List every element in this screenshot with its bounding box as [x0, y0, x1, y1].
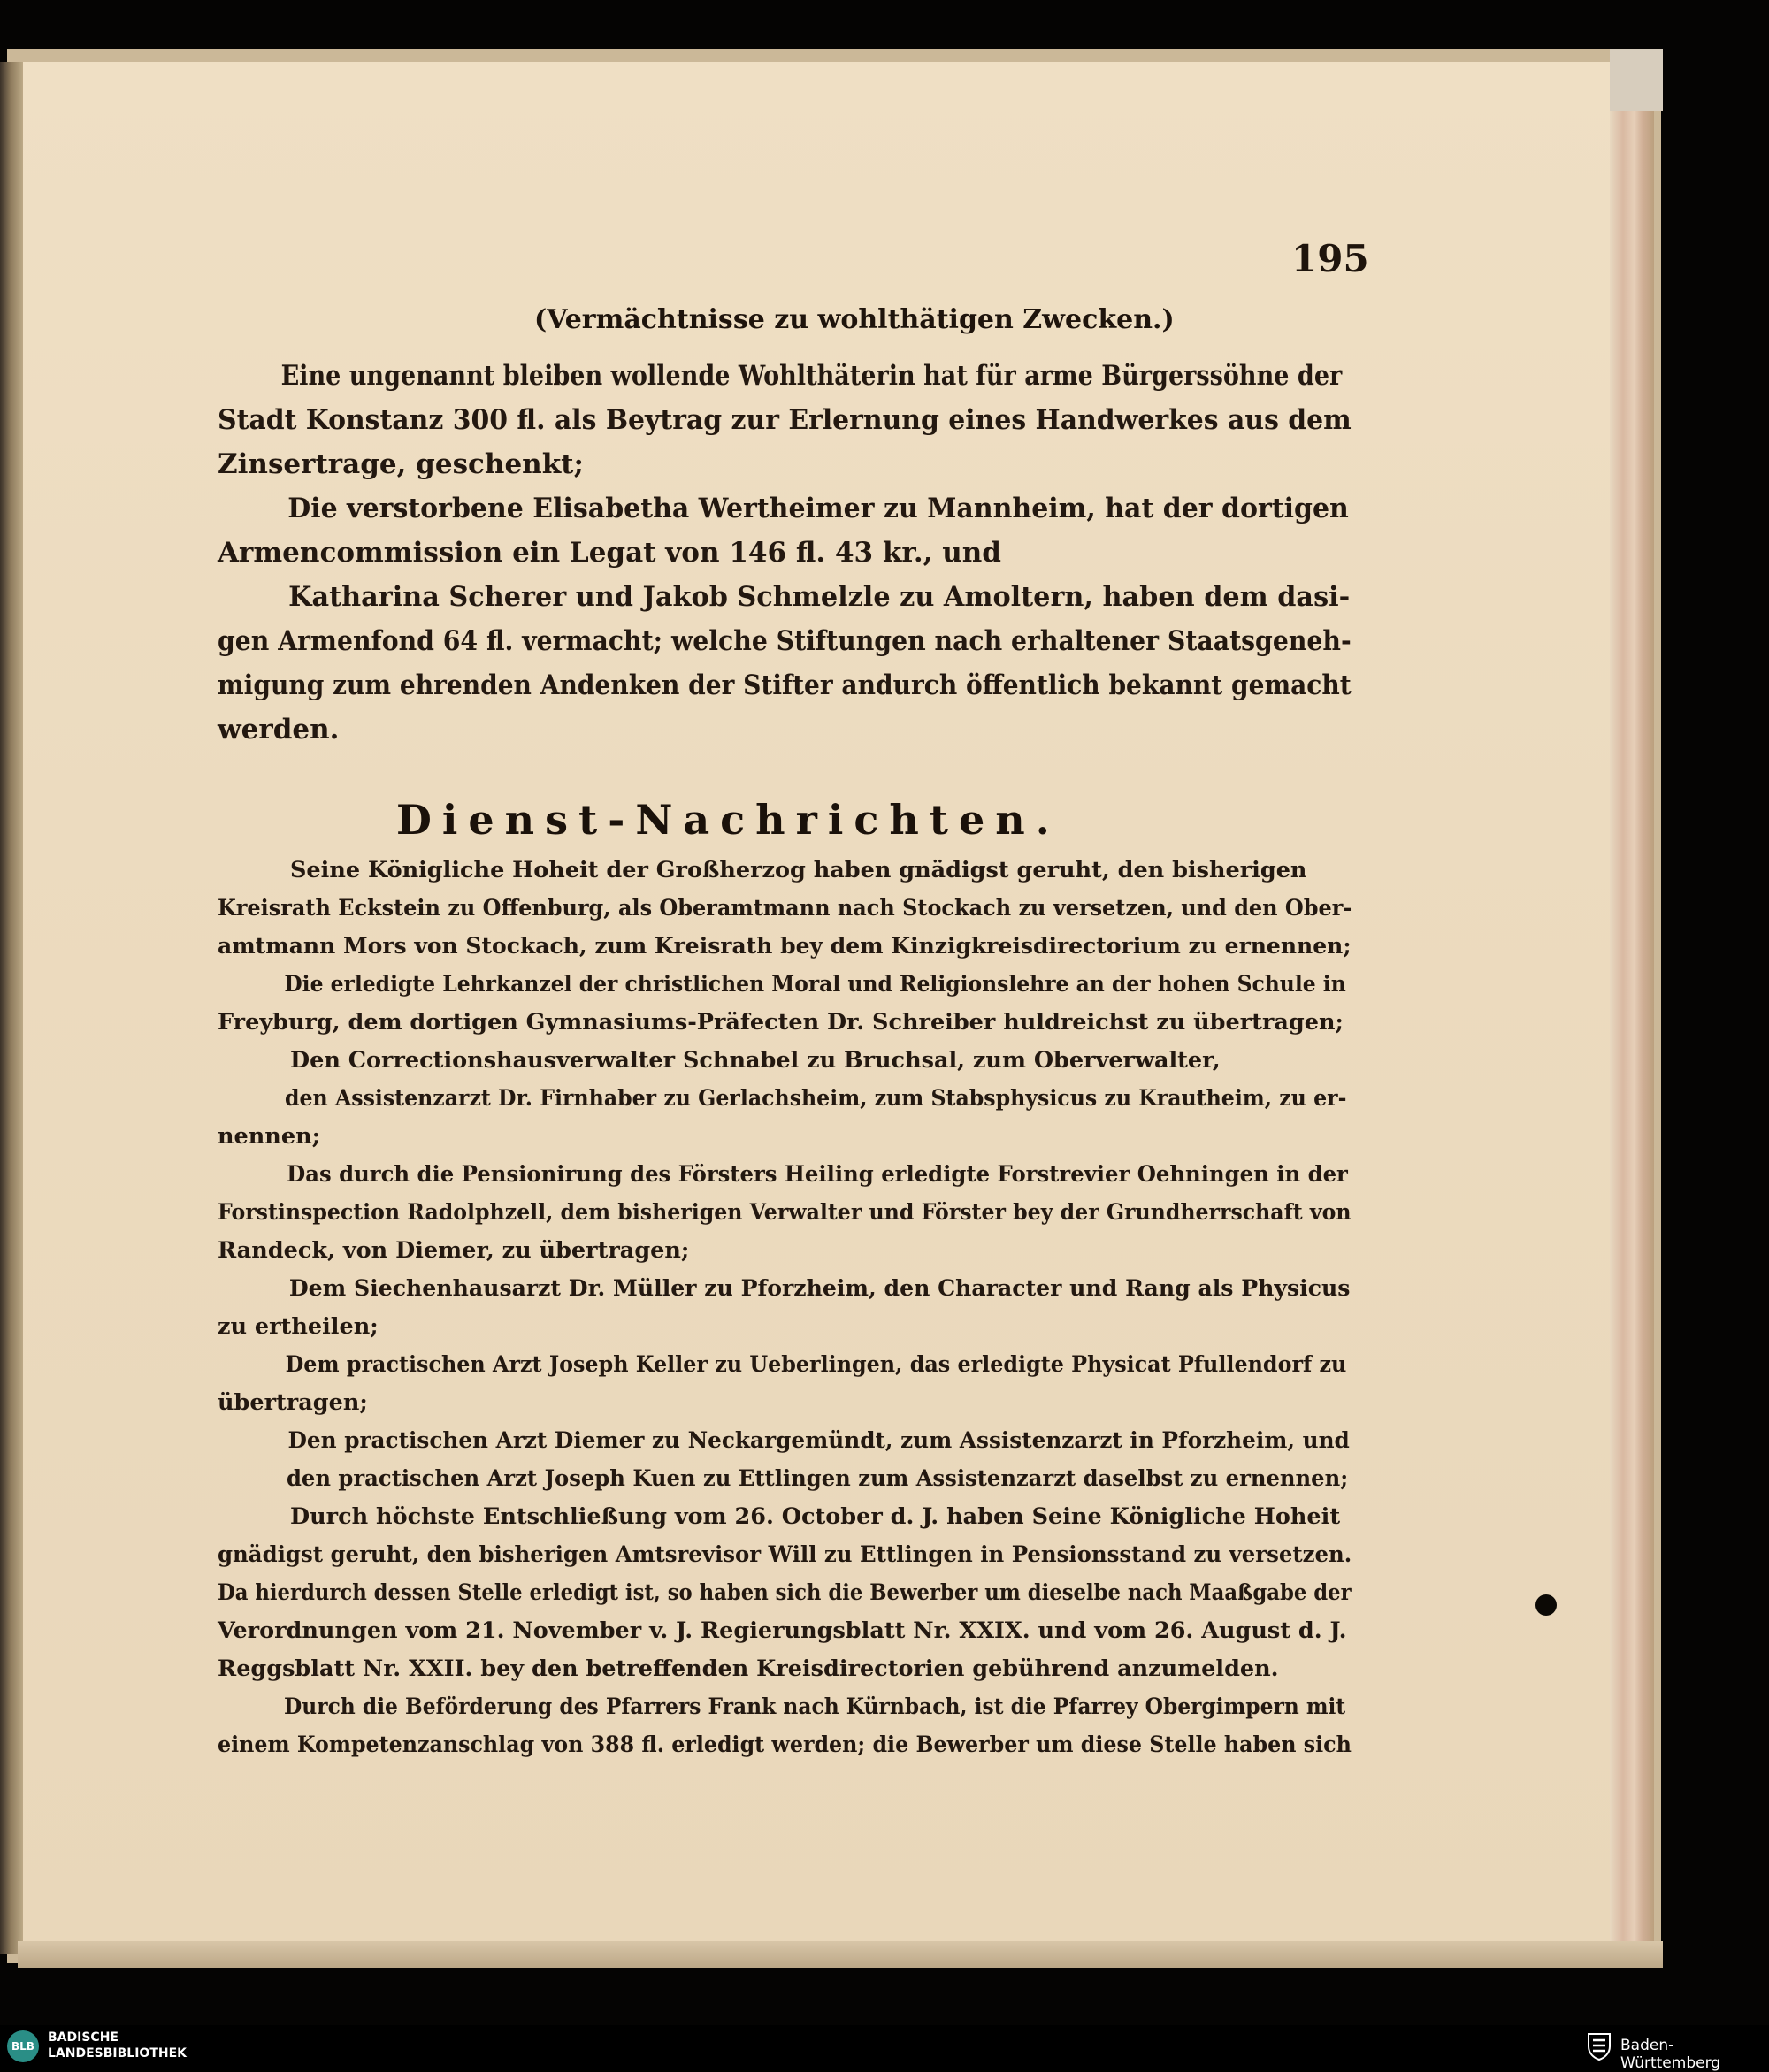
text-line: Verordnungen vom 21. November v. J. Regierungsblatt Nr. XXIX. und vom 26. August d. J. — [218, 1617, 1347, 1644]
text-line: Reggsblatt Nr. XXII. bey den betreffenden Kreisdirectorien gebührend anzumelden. — [218, 1655, 1279, 1682]
text-line: amtmann Mors von Stockach, zum Kreisrath bey dem Kinzigkreisdirectorium zu ernennen; — [218, 933, 1352, 960]
text-line: Durch höchste Entschließung vom 26. October d. J. haben Seine Königliche Hoheit — [290, 1503, 1341, 1530]
text-line: Randeck, von Diemer, zu übertragen; — [218, 1237, 690, 1264]
section-title: Dienst-Nachrichten. — [396, 796, 1061, 844]
ink-dot — [1535, 1594, 1557, 1616]
text-line: den practischen Arzt Joseph Kuen zu Ettlingen zum Assistenzarzt daselbst zu ernennen; — [286, 1465, 1349, 1492]
text-line: Kreisrath Eckstein zu Offenburg, als Oberamtmann nach Stockach zu versetzen, und den Ober- — [218, 895, 1352, 921]
text-line: Dem practischen Arzt Joseph Keller zu Ueberlingen, das erledigte Physicat Pfullendorf zu — [285, 1351, 1347, 1378]
torn-corner — [1610, 49, 1663, 111]
page-edges-bottom — [18, 1941, 1663, 1968]
text-line: übertragen; — [218, 1389, 368, 1416]
blb-logo-icon: BLB — [7, 2030, 39, 2062]
text-line: den Assistenzarzt Dr. Firnhaber zu Gerlachsheim, zum Stabsphysicus zu Krautheim, zu er- — [284, 1085, 1347, 1112]
coat-of-arms-icon — [1586, 2032, 1612, 2061]
state-name: Baden-Württemberg — [1620, 2037, 1721, 2072]
library-name-line2: LANDESBIBLIOTHEK — [48, 2046, 188, 2061]
legacies-paragraphs — [218, 354, 1352, 752]
text-line: Stadt Konstanz 300 fl. als Beytrag zur Erlernung eines Handwerkes aus dem — [218, 404, 1352, 436]
text-line: zu ertheilen; — [218, 1313, 379, 1340]
text-line: Zinsertrage, geschenkt; — [218, 448, 584, 480]
library-name-line1: BADISCHE — [48, 2030, 119, 2045]
text-line: Forstinspection Radolphzell, dem bisherigen Verwalter und Förster bey der Grundherrschaft von — [218, 1199, 1352, 1226]
text-line: Den Correctionshausverwalter Schnabel zu Bruchsal, zum Oberverwalter, — [290, 1047, 1221, 1074]
text-line: gen Armenfond 64 fl. vermacht; welche Stiftungen nach erhaltener Staatsgeneh- — [218, 625, 1352, 657]
text-line: Durch die Beförderung des Pfarrers Frank nach Kürnbach, ist die Pfarrey Obergimpern mit — [284, 1694, 1346, 1720]
text-line: Armencommission ein Legat von 146 fl. 43 kr., und — [218, 537, 1001, 569]
legacies-heading: (Vermächtnisse zu wohlthätigen Zwecken.) — [534, 304, 1175, 335]
text-line: Die verstorbene Elisabetha Wertheimer zu Mannheim, hat der dortigen — [287, 493, 1349, 524]
text-line: Eine ungenannt bleiben wollende Wohlthäterin hat für arme Bürgerssöhne der — [280, 360, 1343, 392]
text-line: Die erledigte Lehrkanzel der christlichen Moral und Religionslehre an der hohen Schule in — [284, 971, 1346, 998]
text-line: Dem Siechenhausarzt Dr. Müller zu Pforzheim, den Character und Rang als Physicus — [288, 1275, 1351, 1302]
text-line: einem Kompetenzanschlag von 388 fl. erledigt werden; die Bewerber um diese Stelle haben sich — [218, 1732, 1352, 1758]
text-line: Das durch die Pensionirung des Försters Heiling erledigte Forstrevier Oehningen in der — [287, 1161, 1348, 1188]
text-line: Den practischen Arzt Diemer zu Neckargemündt, zum Assistenzarzt in Pforzheim, und — [287, 1427, 1350, 1454]
text-line: Katharina Scherer und Jakob Schmelzle zu Amoltern, haben dem dasi- — [288, 581, 1351, 613]
text-line: Seine Königliche Hoheit der Großherzog haben gnädigst geruht, den bisherigen — [290, 857, 1307, 883]
text-line: gnädigst geruht, den bisherigen Amtsrevisor Will zu Ettlingen in Pensionsstand zu versetzen. — [218, 1541, 1352, 1568]
text-line: werden. — [218, 714, 340, 745]
text-line: migung zum ehrenden Andenken der Stifter andurch öffentlich bekannt gemacht — [218, 669, 1352, 701]
text-line: nennen; — [218, 1123, 321, 1150]
viewer-footer — [0, 2025, 1769, 2072]
library-name — [48, 2030, 187, 2061]
text-line: Freyburg, dem dortigen Gymnasiums-Präfecten Dr. Schreiber huldreichst zu übertragen; — [218, 1009, 1344, 1036]
text-line: Da hierdurch dessen Stelle erledigt ist, so haben sich die Bewerber um dieselbe nach Maaßgabe der — [218, 1579, 1352, 1606]
page-edges-right — [1610, 62, 1654, 1946]
service-news-paragraphs — [218, 852, 1352, 1764]
page-number: 195 — [1291, 237, 1369, 280]
